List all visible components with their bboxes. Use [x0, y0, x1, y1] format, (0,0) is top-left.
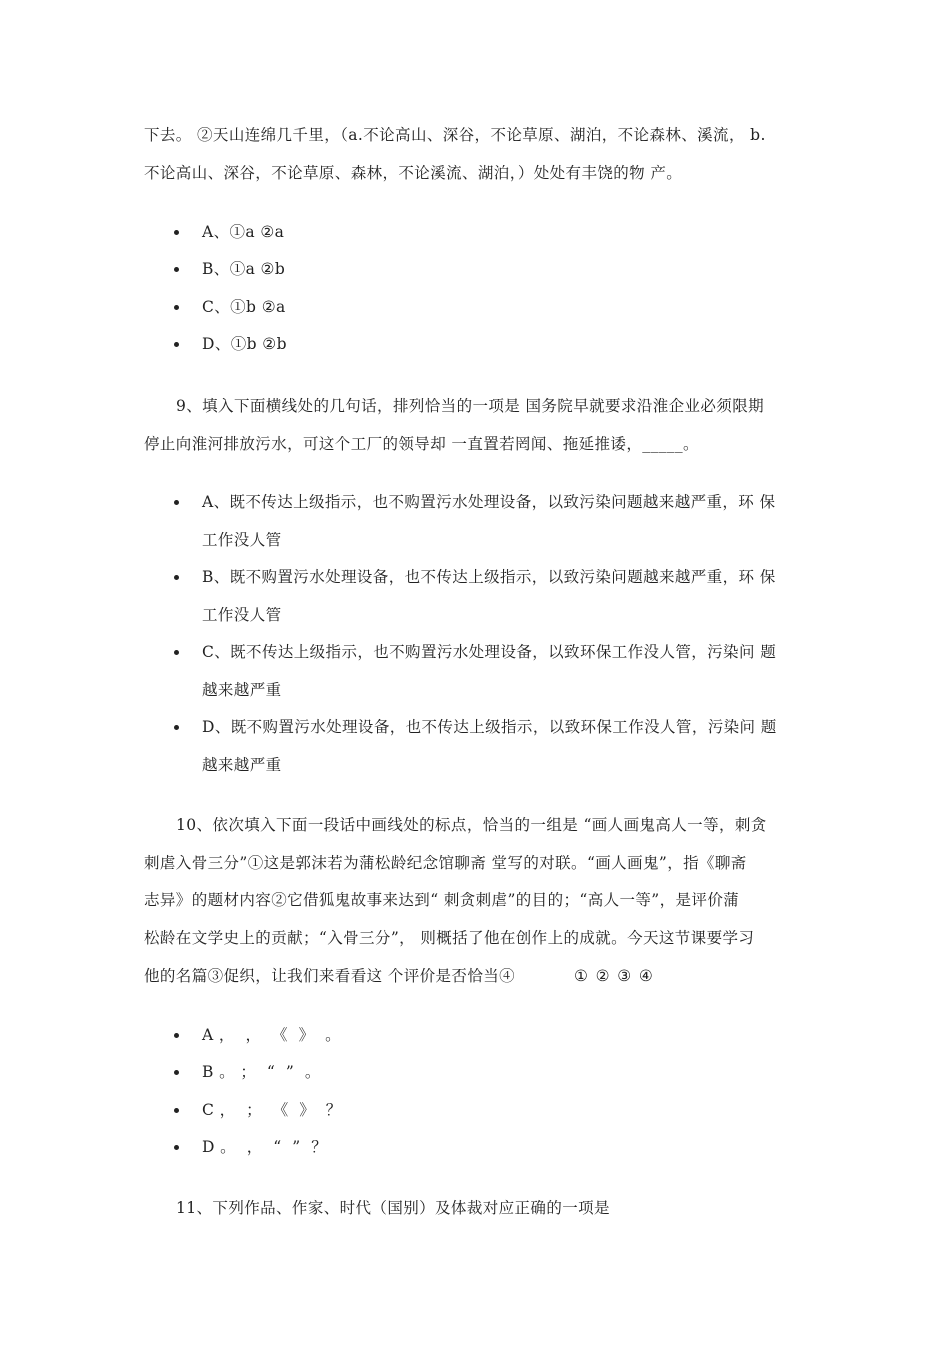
- bullet-icon: [174, 305, 179, 310]
- q9-text-line-1: 9、填入下面横线处的几句话，排列恰当的一项是 国务院早就要求沿淮企业必须限期: [176, 397, 764, 415]
- bullet-icon: [174, 230, 179, 235]
- document-page: 下去。 ②天山连绵几千里，（a.不论高山、深谷，不论草原、湖泊，不论森林、溪流， b. 不论高山、深谷，不论草原、森林，不论溪流、湖泊，）处处有丰饶的物 产。 A、①a ②a B、①a ②b C、①b ②a D、①b ②b 9、填入下面横线处的几句话，排列恰当的一项是 国务院早就要求沿淮企业必须限期 停止向淮河排放污水，可这个工厂的领导却 一直置若罔闻、拖延推诿，_____。 A、既不传达上级指示，也不购置污水处理设备，以致污染问题越来越严重，环 保 工作没人管 B、既不购置污水处理设备，也不传达上级指示，以致污染问题越来越严重，环 保 工作没人管 C、既不传达上级指示，也不购置污水处理设备，以致环保工作没人管，污染问 题 越来越严重 D、既不购置污水处理设备，也不传达上级指示，以致环保工作没人管，污染问 题 越来越严重 10、依次填入下面一段话中画线处的标点，恰当的一组是 “画人画鬼高人一等，刺贪 刺虐入骨三分”①这是郭沫若为蒲松龄纪念馆聊斋 堂写的对联。“画人画鬼”，指《聊斋 志异》的题材内容②它借狐鬼故事来达到“ 刺贪刺虐”的目的；“高人一等”，是评价蒲 松龄在文学史上的贡献；“入骨三分”， 则概括了他在创作上的成就。今天这节课要学习 他的名篇③促织，让我们来看看这 个评价是否恰当④ ① ② ③ ④ A ， ， 《 》 。 B 。 ； “ ” 。 C ， ； 《 》 ？ D 。 ， “ ” ？ 11、下列作品、作家、时代（国别）及体裁对应正确的一项是: [144, 126, 777, 1217]
- q11-text-line-1: 11、下列作品、作家、时代（国别）及体裁对应正确的一项是: [176, 1199, 610, 1217]
- bullet-icon: [174, 267, 179, 272]
- bullet-icon: [174, 575, 179, 580]
- bullet-icon: [174, 1108, 179, 1113]
- q9-text-line-2: 停止向淮河排放污水，可这个工厂的领导却 一直置若罔闻、拖延推诿，_____。: [144, 435, 699, 453]
- q10-text-line-3: 志异》的题材内容②它借狐鬼故事来达到“ 刺贪刺虐”的目的；“高人一等”，是评价蒲: [144, 891, 740, 909]
- bullet-icon: [174, 500, 179, 505]
- bullet-icon: [174, 725, 179, 730]
- q10-blank-markers: ① ② ③ ④: [574, 967, 654, 985]
- bullet-icon: [174, 342, 179, 347]
- q10-text-line-2: 刺虐入骨三分”①这是郭沫若为蒲松龄纪念馆聊斋 堂写的对联。“画人画鬼”，指《聊斋: [144, 854, 747, 872]
- q8-text-line-1: 下去。 ②天山连绵几千里，（a.不论高山、深谷，不论草原、湖泊，不论森林、溪流， b.: [144, 126, 766, 144]
- q10-text-line-4: 松龄在文学史上的贡献；“入骨三分”， 则概括了他在创作上的成就。今天这节课要学习: [144, 929, 755, 947]
- q10-text-line-1: 10、依次填入下面一段话中画线处的标点，恰当的一组是 “画人画鬼高人一等，刺贪: [176, 816, 767, 834]
- bullet-icon: [174, 650, 179, 655]
- bullet-icon: [174, 1033, 179, 1038]
- q8-text-line-2: 不论高山、深谷，不论草原、森林，不论溪流、湖泊，）处处有丰饶的物 产。: [144, 164, 683, 182]
- bullet-icon: [174, 1070, 179, 1075]
- bullet-icon: [174, 1145, 179, 1150]
- q10-text-line-5: 他的名篇③促织，让我们来看看这 个评价是否恰当④: [144, 967, 516, 985]
